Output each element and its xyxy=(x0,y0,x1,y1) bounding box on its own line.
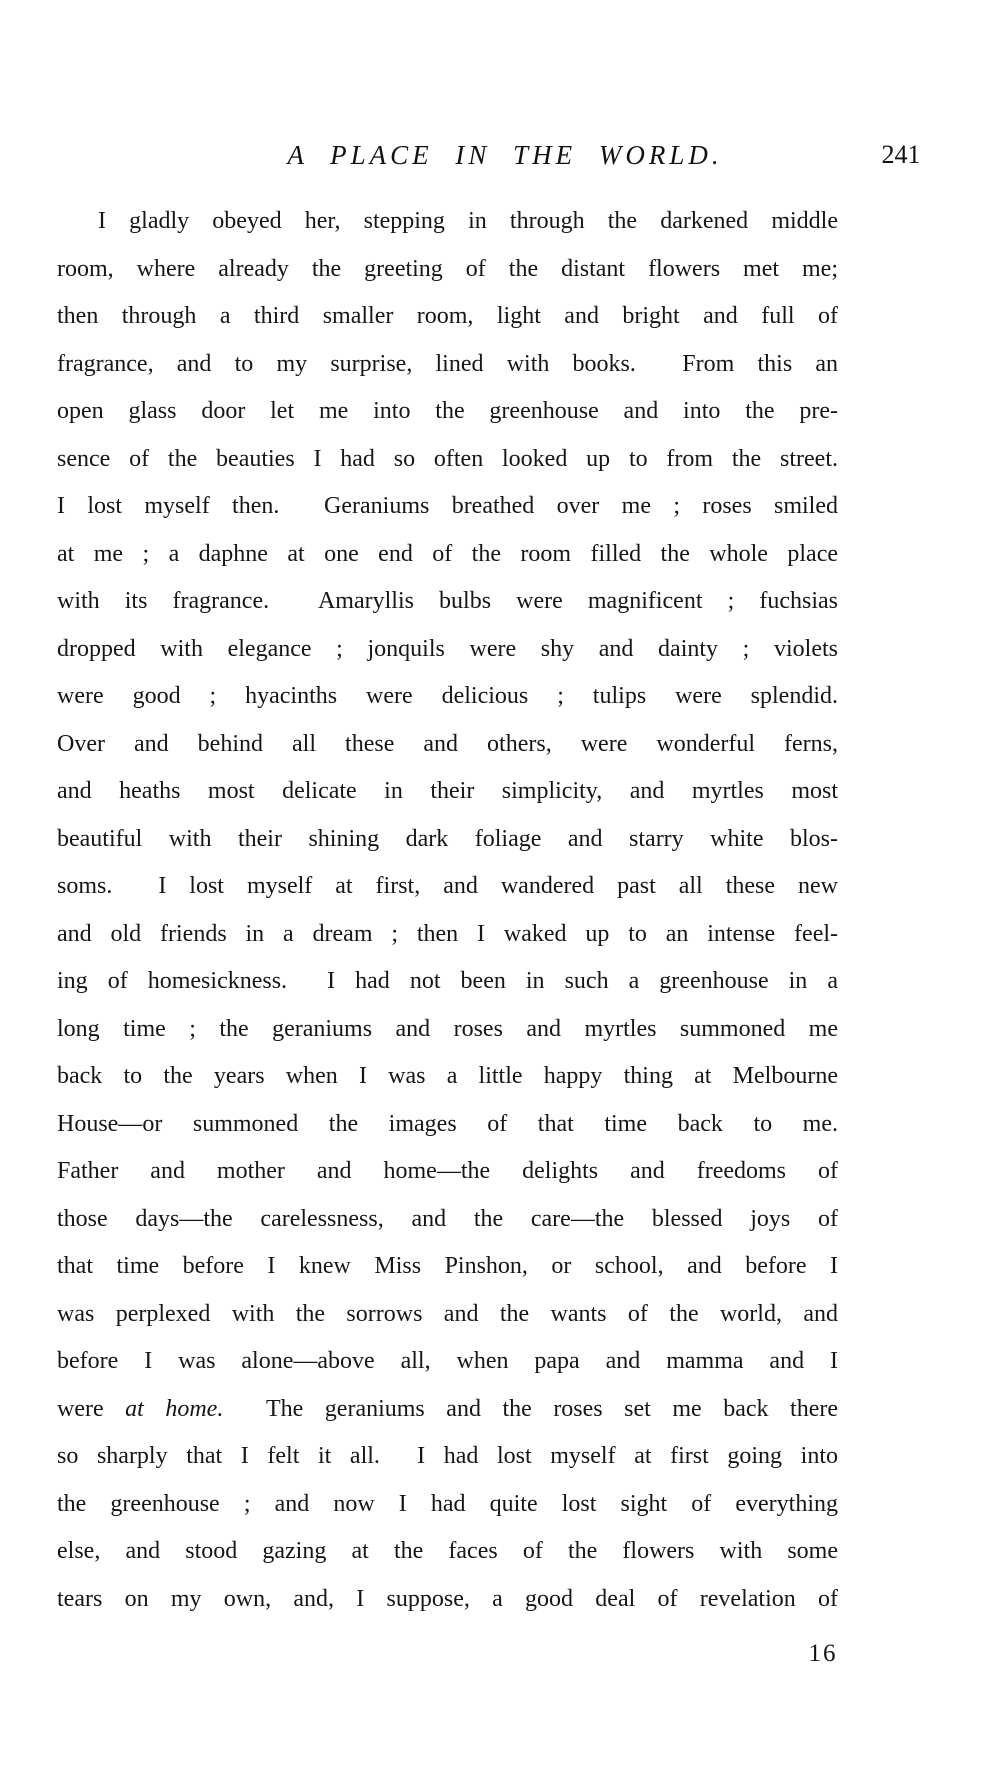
text-line: fragrance, and to my surprise, lined with books. From this an xyxy=(57,350,838,377)
text-line: I gladly obeyed her, stepping in through the darkened middle xyxy=(98,208,838,234)
text-line: room, where already the greeting of the distant flowers met me; xyxy=(57,255,838,282)
text-line: else, and stood gazing at the faces of the flowers with some xyxy=(57,1538,838,1564)
text-line: beautiful with their shining dark foliage and starry white blos- xyxy=(57,825,838,852)
text-line: were good ; hyacinths were delicious ; tulips were splendid. xyxy=(57,683,838,709)
text-line: Over and behind all these and others, were wonderful ferns, xyxy=(57,730,838,757)
text-line: at me ; a daphne at one end of the room filled the whole place xyxy=(57,540,838,567)
text-line: sence of the beauties I had so often looked up to from the street. xyxy=(57,445,838,472)
text-line: open glass door let me into the greenhouse and into the pre- xyxy=(57,398,838,424)
text-line: ing of homesickness. I had not been in such a greenhouse in a xyxy=(57,968,838,994)
text-line: Father and mother and home—the delights and freedoms of xyxy=(57,1158,838,1184)
chapter-running-title: A PLACE IN THE WORLD. xyxy=(287,140,723,170)
text-line: and old friends in a dream ; then I waked up to an intense feel- xyxy=(57,920,838,947)
text-line: with its fragrance. Amaryllis bulbs were magnificent ; fuchsias xyxy=(57,588,838,614)
text-line: I lost myself then. Geraniums breathed over me ; roses smiled xyxy=(57,493,838,519)
page-number: 241 xyxy=(881,140,921,169)
text-line: those days—the carelessness, and the care—the blessed joys of xyxy=(57,1205,838,1232)
text-line: so sharply that I felt it all. I had lost myself at first going into xyxy=(57,1443,838,1469)
text-line: House—or summoned the images of that time back to me. xyxy=(57,1110,838,1137)
running-header xyxy=(0,140,1000,184)
text-line: tears on my own, and, I suppose, a good deal of revelation of xyxy=(57,1585,838,1612)
text-line: and heaths most delicate in their simplicity, and myrtles most xyxy=(57,778,838,804)
page-body xyxy=(57,198,838,1623)
text-line: before I was alone—above all, when papa and mamma and I xyxy=(57,1348,838,1374)
text-line: dropped with elegance ; jonquils were shy and dainty ; violets xyxy=(57,635,838,662)
text-line: back to the years when I was a little happy thing at Melbourne xyxy=(57,1063,838,1089)
text-line: that time before I knew Miss Pinshon, or school, and before I xyxy=(57,1253,838,1279)
text-line: then through a third smaller room, light and bright and full of xyxy=(57,303,838,329)
text-line: long time ; the geraniums and roses and myrtles summoned me xyxy=(57,1015,838,1042)
text-line: was perplexed with the sorrows and the wants of the world, and xyxy=(57,1300,838,1327)
text-line: soms. I lost myself at first, and wandered past all these new xyxy=(57,873,838,899)
text-line: the greenhouse ; and now I had quite lost sight of everything xyxy=(57,1490,838,1517)
printer-signature-mark: 16 xyxy=(808,1640,838,1667)
text-line: were at home. The geraniums and the roses set me back there xyxy=(57,1395,838,1422)
